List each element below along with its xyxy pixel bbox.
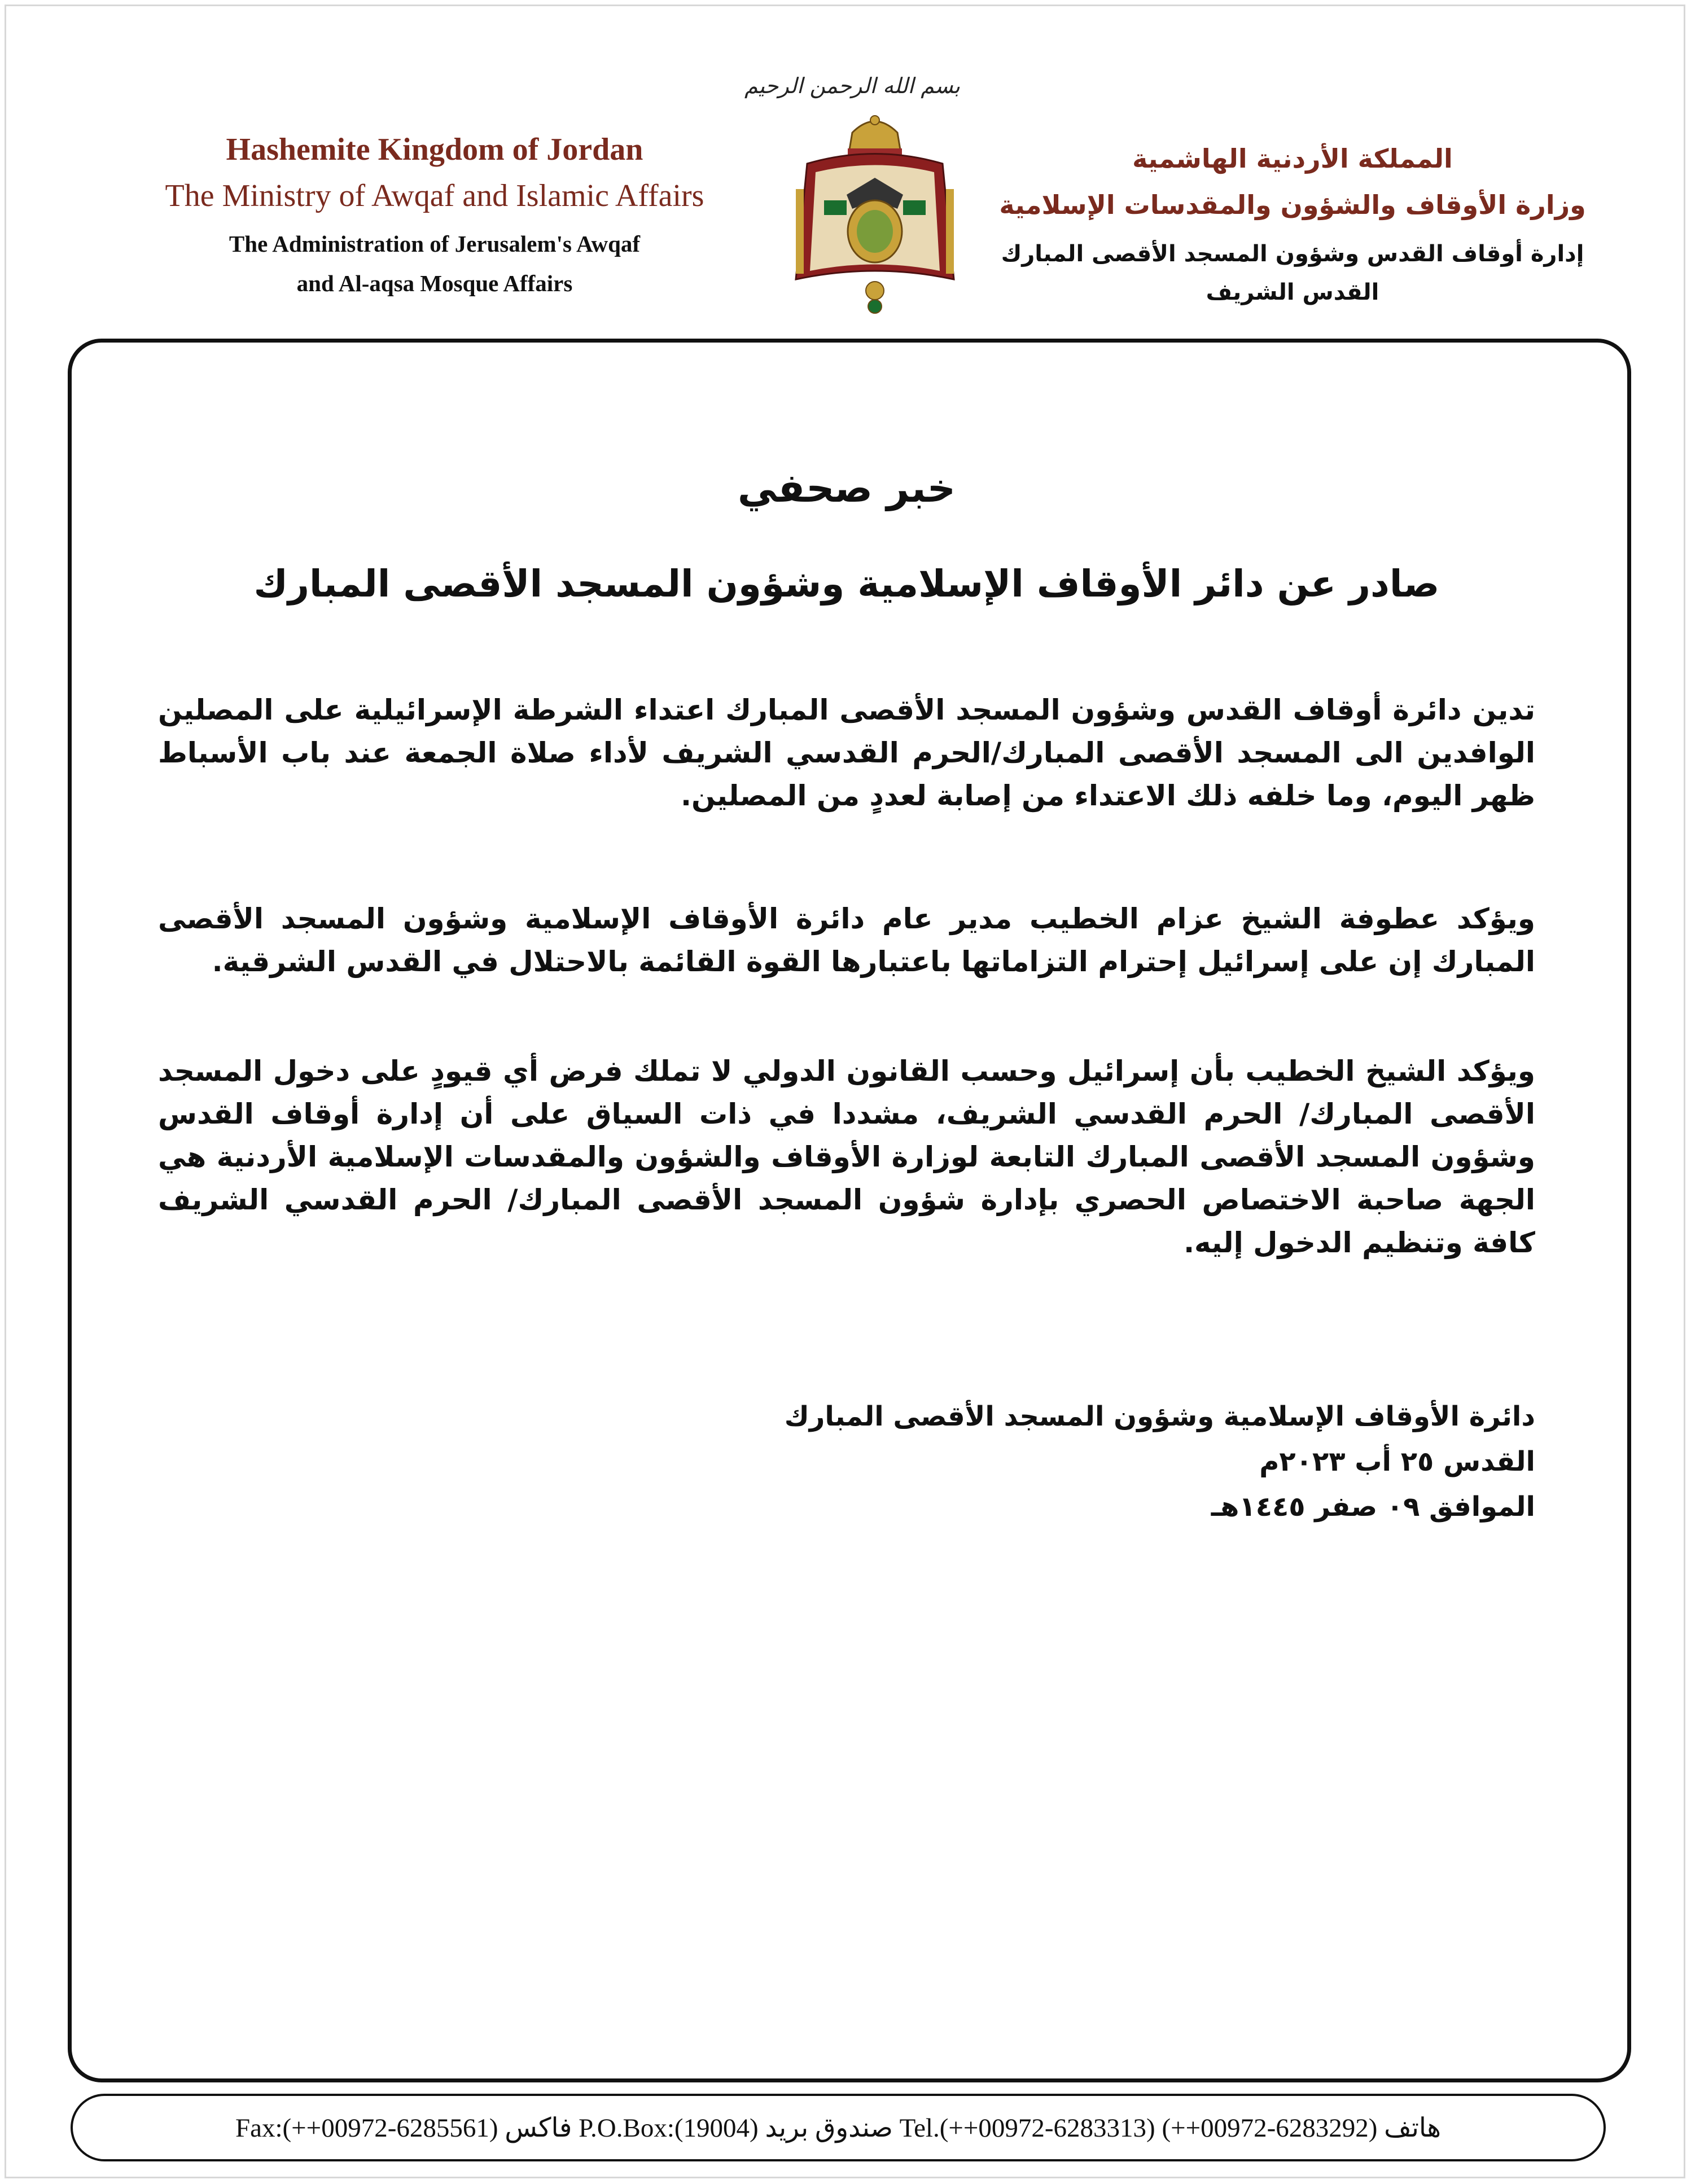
basmala: بسم الله الرحمن الرحيم xyxy=(744,73,960,98)
signature-block xyxy=(677,1394,1535,1529)
document-title: خبر صحفي xyxy=(737,465,956,511)
paragraph-3: ويؤكد الشيخ الخطيب بأن إسرائيل وحسب القانون الدولي لا تملك فرض أي قيودٍ على دخول المسجد الأقصى المبارك/ الحرم القدسي الشريف، مشددا في ذات السياق على أن إدارة أوقاف القدس وشؤون المسجد الأقصى المبارك التابعة لوزارة الأوقاف والشؤون والمقدسات الإسلامية الأردنية هي الجهة صاحبة الاختصاص الحصري بإدارة شؤون المسجد الأقصى المبارك/ الحرم القدسي الشريف كافة وتنظيم الدخول إليه. xyxy=(158,1055,1535,1259)
footer-contact-text: Fax:(++00972-6285561) فاكس P.O.Box:(19004) صندوق بريد Tel.(++00972-6283313) (++00972-6283292) هاتف xyxy=(235,2113,1442,2143)
signature-date-hijri: الموافق ٠٩ صفر ١٤٤٥هـ xyxy=(1211,1491,1535,1523)
en-admin-line-1: The Administration of Jerusalem's Awqaf xyxy=(229,231,641,257)
ar-kingdom-name: المملكة الأردنية الهاشمية xyxy=(1132,143,1453,174)
en-ministry-name: The Ministry of Awqaf and Islamic Affairs xyxy=(165,178,704,213)
paragraph-2: ويؤكد عطوفة الشيخ عزام الخطيب مدير عام دائرة الأوقاف الإسلامية وشؤون المسجد الأقصى المبارك إن على إسرائيل إحترام التزاماتها باعتبارها القوة القائمة بالاحتلال في القدس الشرقية. xyxy=(158,902,1535,978)
document-subtitle: صادر عن دائر الأوقاف الإسلامية وشؤون المسجد الأقصى المبارك xyxy=(253,562,1440,606)
paragraph-1: تدين دائرة أوقاف القدس وشؤون المسجد الأقصى المبارك اعتداء الشرطة الإسرائيلية على المصلين الوافدين الى المسجد الأقصى المبارك/الحرم القدسي الشريف لأداء صلاة الجمعة عند باب الأسباط ظهر اليوم، وما خلفه ذلك الاعتداء من إصابة لعددٍ من المصلين. xyxy=(158,694,1535,812)
en-admin-line-2: and Al-aqsa Mosque Affairs xyxy=(296,270,573,296)
ar-admin-line-1: إدارة أوقاف القدس وشؤون المسجد الأقصى المبارك xyxy=(1001,241,1584,267)
ar-admin-line-2: القدس الشريف xyxy=(1206,279,1379,305)
jordan-coat-of-arms-icon xyxy=(785,110,965,319)
signature-date-gregorian: القدس ٢٥ أب ٢٠٢٣م xyxy=(1259,1446,1535,1477)
ar-ministry-name: وزارة الأوقاف والشؤون والمقدسات الإسلامية xyxy=(999,190,1586,220)
letterhead-arabic xyxy=(999,135,1586,312)
letterhead-english xyxy=(107,127,762,303)
footer-contact-bar xyxy=(71,2094,1606,2161)
en-kingdom-name: Hashemite Kingdom of Jordan xyxy=(226,132,643,167)
signature-department: دائرة الأوقاف الإسلامية وشؤون المسجد الأقصى المبارك xyxy=(784,1401,1535,1432)
